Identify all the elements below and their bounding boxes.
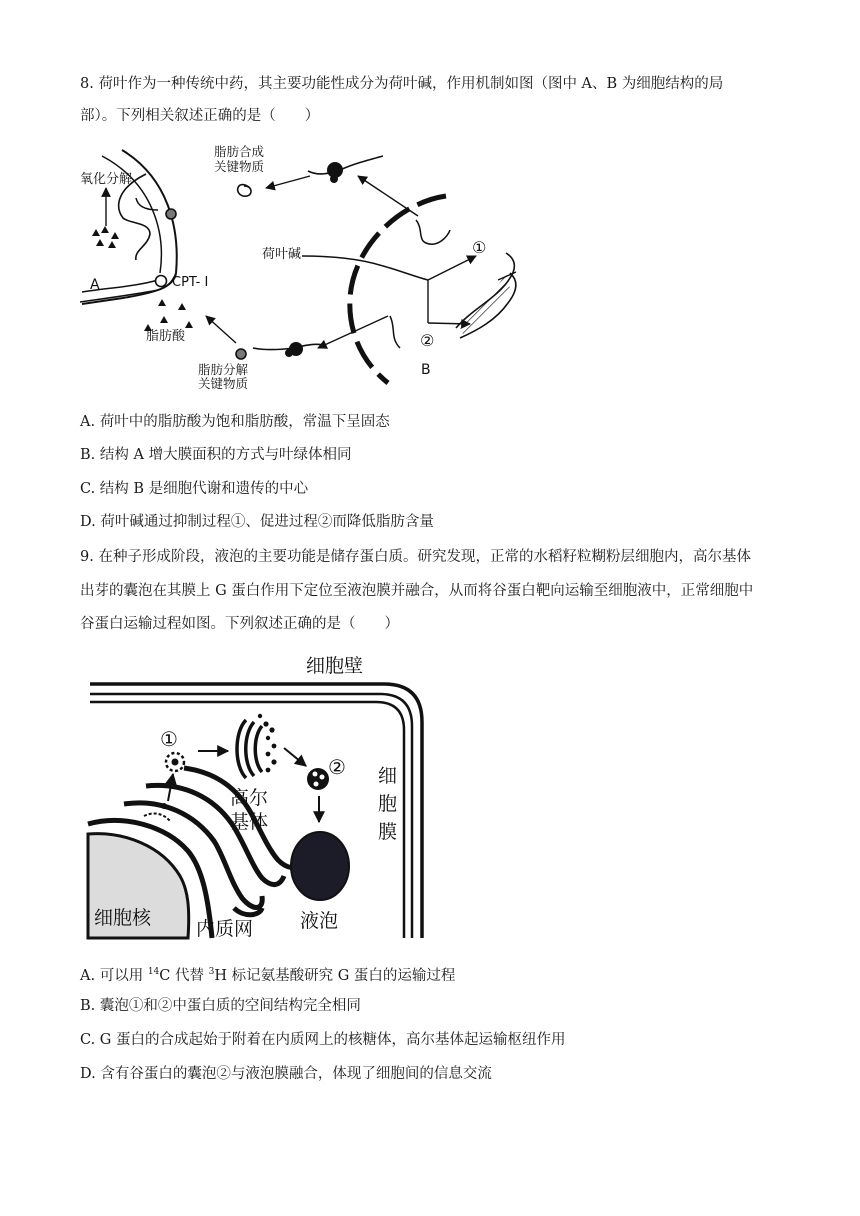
q8-option-c: C. 结构 B 是细胞代谢和遗传的中心 xyxy=(80,481,309,497)
q9-stem-line-2: 出芽的囊泡在其膜上 G 蛋白作用下定位至液泡膜并融合，从而将谷蛋白靶向运输至细胞液中，正常细胞中 xyxy=(80,583,754,599)
q8-option-a: A. 荷叶中的脂肪酸为饱和脂肪酸，常温下呈固态 xyxy=(80,414,390,430)
label-process-2: ② xyxy=(420,331,435,350)
membrane-protein-icon xyxy=(166,209,176,219)
q8-stem-line-2: 部）。下列相关叙述正确的是（ ） xyxy=(80,108,320,124)
label-decomposition-2: 关键物质 xyxy=(198,376,249,391)
label-fatty-acid: 脂肪酸 xyxy=(146,329,186,344)
q9-stem-line-1: 9. 在种子形成阶段，液泡的主要功能是储存蛋白质。研究发现，正常的水稻籽粒糊粉层细胞内，高尔基体 xyxy=(80,549,751,565)
label-vesicle-1: ① xyxy=(160,727,178,751)
vacuole-icon xyxy=(291,832,349,900)
label-golgi-1: 高尔 xyxy=(230,787,269,809)
q9-stem-line-3: 谷蛋白运输过程如图。下列叙述正确的是（ ） xyxy=(80,616,399,632)
label-nucleus: 细胞核 xyxy=(94,907,152,929)
q9-option-b: B. 囊泡①和②中蛋白质的空间结构完全相同 xyxy=(80,998,361,1014)
label-cell-membrane-3: 膜 xyxy=(378,821,398,843)
label-lotus-alkaloid: 荷叶碱 xyxy=(262,247,302,262)
q9-option-d: D. 含有谷蛋白的囊泡②与液泡膜融合，体现了细胞间的信息交流 xyxy=(80,1066,492,1082)
vesicle-2-icon xyxy=(307,768,329,790)
q9-option-c: C. G 蛋白的合成起始于附着在内质网上的核糖体，高尔基体起运输枢纽作用 xyxy=(80,1032,566,1048)
q9-figure xyxy=(84,646,430,940)
dna-helix-icon xyxy=(456,253,516,338)
q8-option-d: D. 荷叶碱通过抑制过程①、促进过程②而降低脂肪含量 xyxy=(80,514,434,530)
q8-option-b: B. 结构 A 增大膜面积的方式与叶绿体相同 xyxy=(80,447,352,463)
decomposition-protein-icon xyxy=(236,349,246,359)
label-cell-wall: 细胞壁 xyxy=(306,655,364,677)
nucleus-envelope-structure-b xyxy=(350,196,446,383)
synthesis-protein-icon xyxy=(238,185,251,197)
q8-figure xyxy=(78,138,528,393)
label-structure-a: A xyxy=(90,277,100,293)
q9-option-a: A. 可以用 $^{14}$C 代替 $^3$H 标记氨基酸研究 G 蛋白的运输过程 xyxy=(80,967,456,984)
label-golgi-2: 基体 xyxy=(230,811,269,833)
label-structure-b: B xyxy=(421,362,431,378)
label-oxidation: 氧化分解 xyxy=(80,172,133,187)
label-decomposition-1: 脂肪分解 xyxy=(198,362,249,377)
label-process-1: ① xyxy=(472,238,487,257)
cpt-transporter-icon xyxy=(156,276,167,287)
label-synthesis-1: 脂肪合成 xyxy=(214,144,265,159)
label-synthesis-2: 关键物质 xyxy=(214,159,265,174)
label-vacuole: 液泡 xyxy=(300,910,339,932)
golgi-apparatus-icon xyxy=(237,720,262,778)
label-vesicle-2: ② xyxy=(328,755,346,779)
label-er: 内质网 xyxy=(196,918,254,940)
label-cpt: CPT- I xyxy=(172,275,209,290)
q8-stem-line-1: 8. 荷叶作为一种传统中药，其主要功能性成分为荷叶碱，作用机制如图（图中 A、B 为细胞结构的局 xyxy=(80,76,724,92)
label-cell-membrane-1: 细 xyxy=(378,765,398,787)
label-cell-membrane-2: 胞 xyxy=(378,793,398,815)
